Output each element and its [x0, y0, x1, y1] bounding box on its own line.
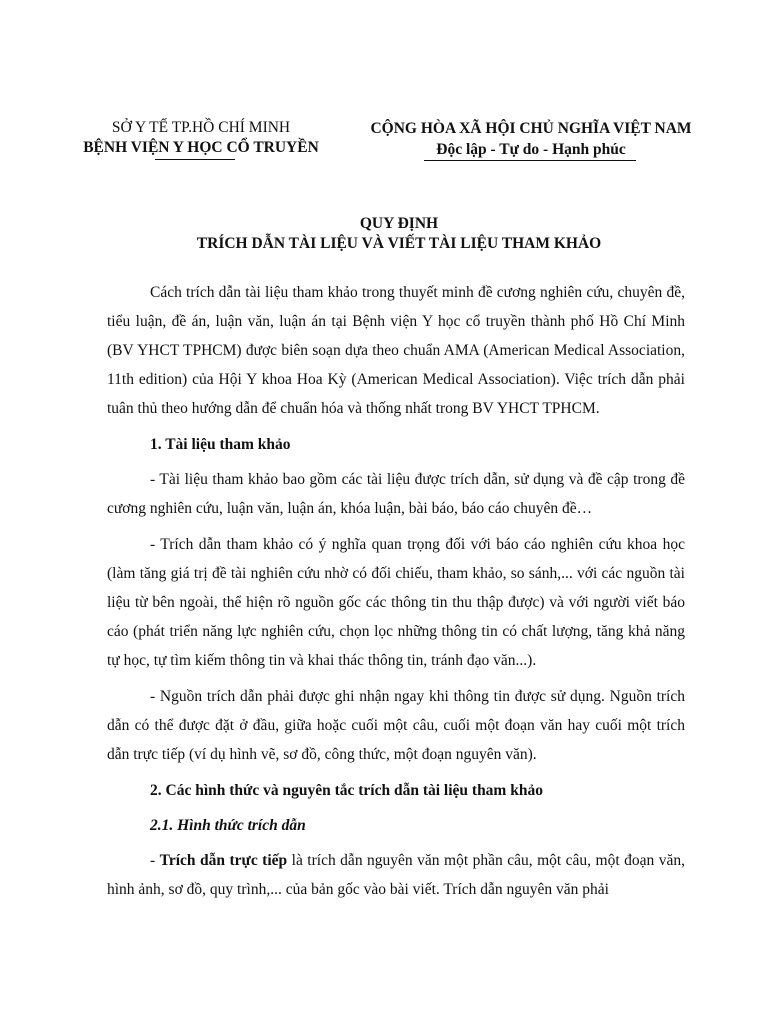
document-title	[72, 214, 726, 254]
country-name: CỘNG HÒA XÃ HỘI CHỦ NGHĨA VIỆT NAM	[370, 120, 692, 137]
header-right-underline	[424, 160, 636, 161]
section-1-heading: 1. Tài liệu tham khảo	[150, 436, 291, 453]
title-line-1: QUY ĐỊNH	[359, 215, 439, 232]
intro-paragraph: Cách trích dẫn tài liệu tham khảo trong thuyết minh đề cương nghiên cứu, chuyên đề, tiểu luận, đề án, luận văn, luận án tại Bệnh viện Y học cổ truyền thành phố Hồ Chí Minh (BV YHCT TPHCM) được biên soạn dựa theo chuẩn AMA (American Medical Association, 11th edition) của Hội Y khoa Hoa Kỳ (American Medical Association). Việc trích dẫn phải tuân thủ theo hướng dẫn để chuẩn hóa và thống nhất trong BV YHCT TPHCM.	[107, 284, 685, 417]
section-2-heading: 2. Các hình thức và nguyên tắc trích dẫn tài liệu tham khảo	[150, 782, 543, 799]
section-1-item: - Nguồn trích dẫn phải được ghi nhận ngay khi thông tin được sử dụng. Nguồn trích dẫn có thể được đặt ở đầu, giữa hoặc cuối một câu, cuối một đoạn văn hay cuối một trích dẫn trực tiếp (ví dụ hình vẽ, sơ đồ, công thức, một đoạn nguyên văn).	[107, 688, 685, 763]
header-left	[72, 118, 330, 158]
direct-citation-paragraph	[107, 846, 685, 904]
section-2-1-heading: 2.1. Hình thức trích dẫn	[150, 817, 306, 834]
national-motto: Độc lập - Tự do - Hạnh phúc	[436, 141, 626, 158]
list-dash: -	[150, 852, 160, 869]
direct-citation-term: Trích dẫn trực tiếp	[159, 852, 288, 869]
title-line-2: TRÍCH DẪN TÀI LIỆU VÀ VIẾT TÀI LIỆU THAM KHẢO	[196, 235, 602, 252]
document-body	[107, 278, 685, 911]
section-1-item: - Trích dẫn tham khảo có ý nghĩa quan trọng đối với báo cáo nghiên cứu khoa học (làm tăng giá trị đề tài nghiên cứu nhờ có đối chiếu, tham khảo, so sánh,... với các nguồn tài liệu từ bên ngoài, thể hiện rõ nguồn gốc các thông tin thu thập được) và với người viết báo cáo (phát triển năng lực nghiên cứu, chọn lọc những thông tin có chất lượng, tăng khả năng tự học, tự tìm kiếm thông tin và khai thác thông tin, tránh đạo văn...).	[107, 536, 685, 669]
header-right	[356, 118, 706, 160]
department-name: SỞ Y TẾ TP.HỒ CHÍ MINH	[111, 119, 291, 136]
header-left-underline	[155, 159, 235, 160]
section-1-item: - Tài liệu tham khảo bao gồm các tài liệu được trích dẫn, sử dụng và đề cập trong đề cương nghiên cứu, luận văn, luận án, khóa luận, bài báo, báo cáo chuyên đề…	[107, 471, 685, 517]
direct-citation-text: là trích dẫn nguyên văn một phần câu, một câu, một đoạn văn, hình ảnh, sơ đồ, quy trình,... của bản gốc vào bài viết. Trích dẫn nguyên văn phải	[107, 852, 685, 898]
hospital-name: BỆNH VIỆN Y HỌC CỔ TRUYỀN	[83, 139, 319, 156]
